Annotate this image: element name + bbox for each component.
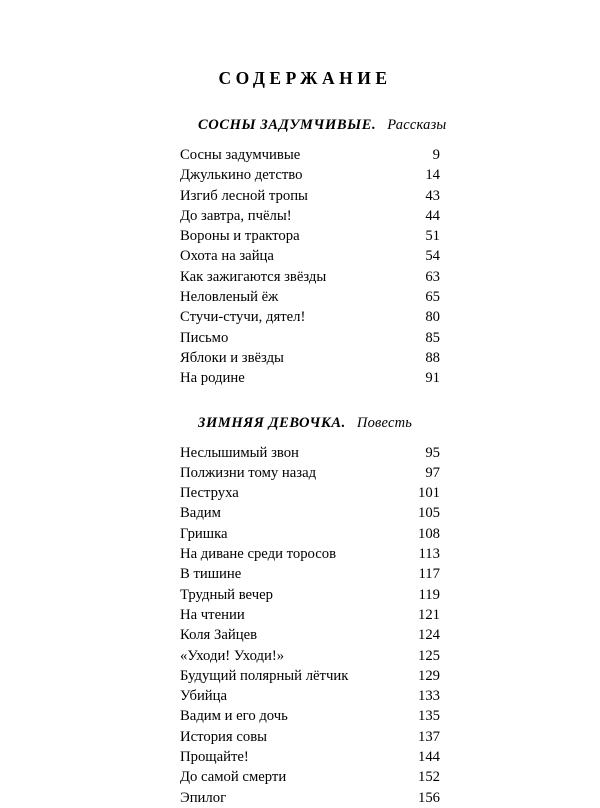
toc-entry[interactable]	[180, 287, 440, 307]
toc-entry[interactable]	[180, 788, 440, 808]
toc-entry-label: Вадим	[180, 505, 221, 522]
toc-entry-page: 121	[417, 606, 440, 623]
toc-entry-label: Трудный вечер	[180, 586, 273, 603]
toc-entry-label: Прощайте!	[180, 749, 249, 766]
toc-entry[interactable]	[180, 605, 440, 625]
toc-entry-page: 80	[425, 309, 440, 326]
toc-entry-label: Вадим и его дочь	[180, 708, 288, 725]
toc-entry-label: История совы	[180, 728, 267, 745]
toc-entry-page: 91	[425, 370, 440, 387]
toc-entry-page: 85	[425, 329, 440, 346]
toc-entry[interactable]	[180, 267, 440, 287]
toc-entry[interactable]	[180, 727, 440, 747]
section-title: ЗИМНЯЯ ДЕВОЧКА.	[198, 414, 346, 431]
toc-entry[interactable]	[180, 246, 440, 266]
toc-entry[interactable]	[180, 145, 440, 165]
toc-entry[interactable]	[180, 625, 440, 645]
toc-entry-label: На чтении	[180, 606, 245, 623]
toc-entry-page: 144	[417, 749, 440, 766]
toc-entry[interactable]	[180, 747, 440, 767]
toc-entry-page: 152	[417, 769, 440, 786]
toc-entry[interactable]	[180, 686, 440, 706]
toc-entry-page: 133	[417, 688, 440, 705]
section-heading	[180, 117, 447, 134]
toc-entry-page: 14	[425, 167, 440, 184]
toc-entry-label: Неловленый ёж	[180, 289, 279, 306]
toc-entry-label: В тишине	[180, 566, 242, 583]
toc-entry-page: 156	[417, 789, 440, 806]
toc-entry-page: 51	[425, 228, 440, 245]
toc-entry-page: 113	[418, 546, 440, 563]
toc-entry-page: 135	[417, 708, 440, 725]
toc-entry-page: 101	[417, 485, 440, 502]
toc-entry-label: Коля Зайцев	[180, 627, 258, 644]
toc-entry-label: Как зажигаются звёзды	[180, 268, 327, 285]
toc-entry-label: Убийца	[180, 688, 228, 705]
toc-entry-label: Гришка	[180, 525, 228, 542]
toc-entry-page: 88	[425, 349, 440, 366]
toc-entry-page: 119	[418, 586, 440, 603]
toc-section-1	[180, 117, 447, 389]
toc-entry-label: До самой смерти	[180, 769, 287, 786]
toc-entry[interactable]	[180, 328, 440, 348]
toc-entry-label: Яблоки и звёзды	[180, 349, 284, 366]
section-divider	[180, 389, 440, 402]
toc-entry-page: 137	[417, 728, 440, 745]
toc-entry-label: Джулькино детство	[180, 167, 303, 184]
toc-entry-page: 105	[417, 505, 440, 522]
toc-entry-label: Пеструха	[180, 485, 239, 502]
toc-entry-label: Сосны задумчивые	[180, 147, 301, 163]
toc-entry-page: 43	[425, 187, 440, 204]
toc-entry-page: 54	[425, 248, 440, 265]
toc-entry-label: Неслышимый звон	[180, 444, 299, 461]
toc-entry-label: Полжизни тому назад	[180, 464, 317, 481]
toc-entry-label: Эпилог	[180, 789, 227, 806]
toc-entry-page: 97	[425, 464, 440, 481]
toc-entry[interactable]	[180, 443, 440, 463]
toc-entry[interactable]	[180, 544, 440, 564]
toc-entry-label: До завтра, пчёлы!	[180, 207, 292, 224]
toc-entry-label: На родине	[180, 370, 245, 387]
section-kind: Повесть	[356, 414, 413, 431]
toc-entry-label: Вороны и трактора	[180, 228, 300, 245]
toc-entry[interactable]	[180, 186, 440, 206]
toc-entry-label: На диване среди торосов	[180, 546, 337, 563]
toc-entry[interactable]	[180, 307, 440, 327]
toc-entry-page: 9	[432, 147, 440, 163]
toc-entry[interactable]	[180, 666, 440, 686]
toc-entry[interactable]	[180, 503, 440, 523]
toc-entry[interactable]	[180, 564, 440, 584]
toc-section-2	[180, 415, 440, 808]
toc-entry-label: «Уходи! Уходи!»	[180, 647, 285, 664]
toc-entry-page: 117	[418, 566, 440, 583]
toc-entry-page: 108	[417, 525, 440, 542]
toc-entry[interactable]	[180, 524, 440, 544]
toc-entry[interactable]	[180, 368, 440, 388]
toc-content	[180, 117, 447, 808]
section-title: СОСНЫ ЗАДУМЧИВЫЕ.	[198, 117, 377, 133]
toc-entry[interactable]	[180, 646, 440, 666]
toc-entry-page: 124	[417, 627, 440, 644]
toc-entry-list	[180, 145, 440, 389]
toc-entry-label: Стучи-стучи, дятел!	[180, 309, 306, 326]
toc-entry-page: 95	[425, 444, 440, 461]
page-title: СОДЕРЖАНИЕ	[218, 68, 392, 88]
toc-entry[interactable]	[180, 483, 440, 503]
toc-entry-page: 65	[425, 289, 440, 306]
toc-entry[interactable]	[180, 767, 440, 787]
toc-entry[interactable]	[180, 348, 440, 368]
toc-entry-page: 63	[425, 268, 440, 285]
toc-entry[interactable]	[180, 165, 440, 185]
toc-entry[interactable]	[180, 585, 440, 605]
toc-entry-label: Будущий полярный лётчик	[180, 667, 349, 684]
toc-entry-label: Изгиб лесной тропы	[180, 187, 308, 204]
toc-entry-label: Письмо	[180, 329, 229, 346]
toc-entry-page: 44	[425, 207, 440, 224]
toc-entry[interactable]	[180, 226, 440, 246]
toc-entry[interactable]	[180, 206, 440, 226]
toc-entry-list	[180, 443, 440, 808]
toc-entry-label: Охота на зайца	[180, 248, 274, 265]
section-heading	[180, 415, 440, 432]
toc-entry-page: 125	[417, 647, 440, 664]
section-kind: Рассказы	[387, 117, 447, 133]
toc-entry[interactable]	[180, 706, 440, 726]
toc-entry-page: 129	[417, 667, 440, 684]
toc-entry[interactable]	[180, 463, 440, 483]
